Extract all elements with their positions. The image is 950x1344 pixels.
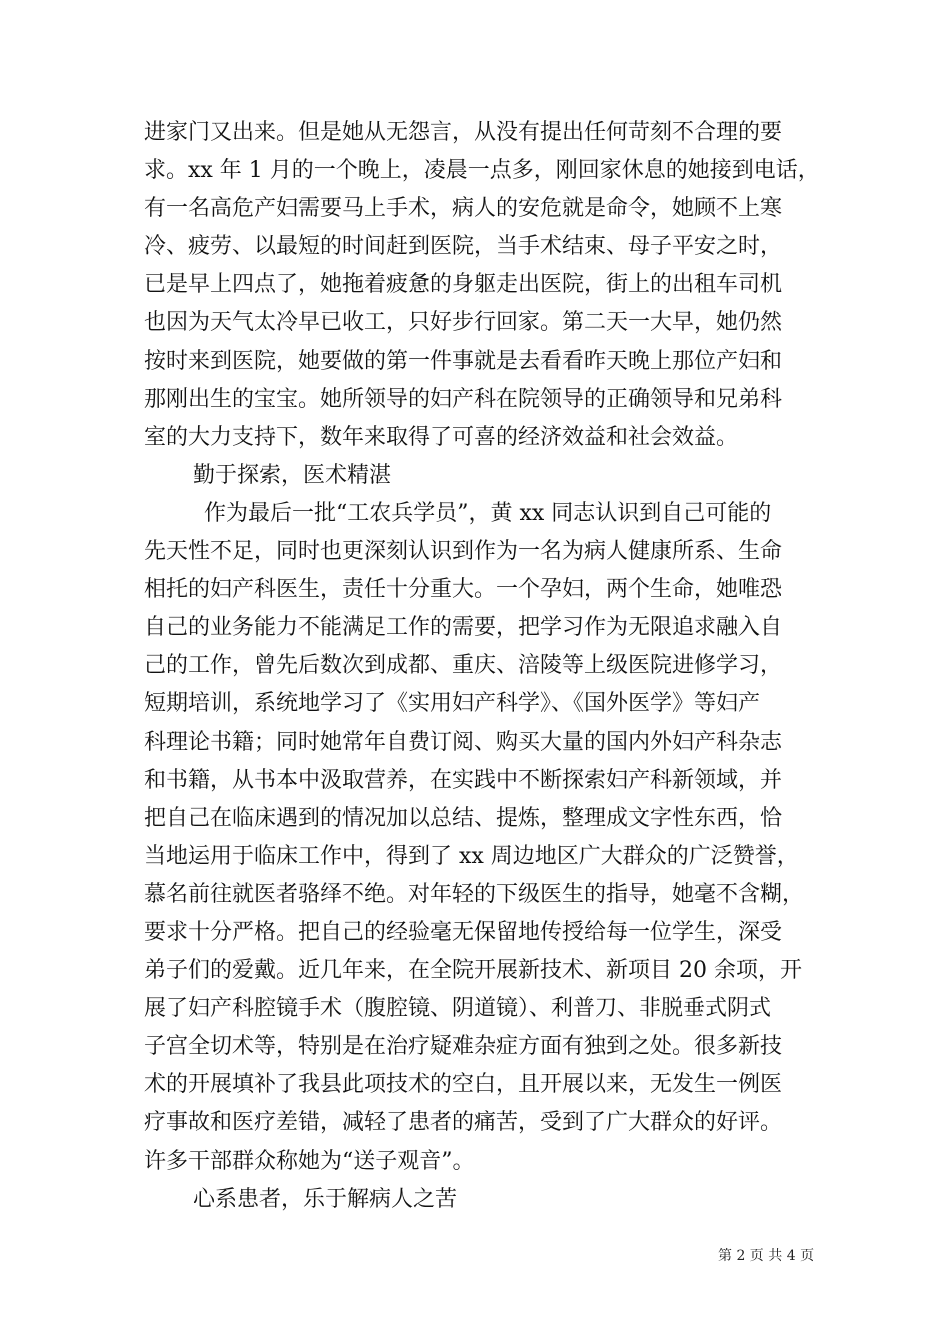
paragraph-line: 术的开展填补了我县此项技术的空白，且开展以来，无发生一例医 bbox=[144, 1072, 783, 1098]
paragraph-line: 许多干部群众称她为“送子观音”。 bbox=[144, 1148, 475, 1174]
paragraph-line: 当地运用于临床工作中，得到了 xx 周边地区广大群众的广泛赞誉， bbox=[144, 843, 799, 869]
paragraph-line: 已是早上四点了，她拖着疲惫的身躯走出医院，街上的出租车司机 bbox=[144, 272, 783, 298]
paragraph-line: 科理论书籍；同时她常年自费订阅、购买大量的国内外妇产科杂志 bbox=[144, 729, 783, 755]
page-number: 第 2 页 共 4 页 bbox=[718, 1248, 815, 1264]
paragraph-line: 短期培训，系统地学习了《实用妇产科学》、《国外医学》等妇产 bbox=[144, 691, 761, 717]
paragraph-line: 慕名前往就医者骆绎不绝。对年轻的下级医生的指导，她毫不含糊， bbox=[144, 881, 805, 907]
paragraph-line: 自己的业务能力不能满足工作的需要，把学习作为无限追求融入自 bbox=[144, 615, 783, 641]
paragraph-line: 作为最后一批“工农兵学员”，黄 xx 同志认识到自己可能的 bbox=[204, 500, 772, 526]
paragraph-line: 要求十分严格。把自己的经验毫无保留地传授给每一位学生，深受 bbox=[144, 919, 783, 945]
paragraph-line: 己的工作，曾先后数次到成都、重庆、涪陵等上级医院进修学习， bbox=[144, 653, 783, 679]
paragraph-line: 先天性不足，同时也更深刻认识到作为一名为病人健康所系、生命 bbox=[144, 539, 783, 565]
paragraph-line: 相托的妇产科医生，责任十分重大。一个孕妇，两个生命，她唯恐 bbox=[144, 577, 783, 603]
paragraph-line: 和书籍，从书本中汲取营养，在实践中不断探索妇产科新领域，并 bbox=[144, 767, 783, 793]
paragraph-line: 进家门又出来。但是她从无怨言，从没有提出任何苛刻不合理的要 bbox=[144, 120, 783, 145]
paragraph-line: 室的大力支持下，数年来取得了可喜的经济效益和社会效益。 bbox=[144, 424, 739, 450]
paragraph-line: 也因为天气太冷早已收工，只好步行回家。第二天一大早，她仍然 bbox=[144, 310, 783, 336]
paragraph-line: 展了妇产科腔镜手术（腹腔镜、阴道镜）、利普刀、非脱垂式阴式 bbox=[144, 996, 772, 1022]
paragraph-line: 弟子们的爱戴。近几年来，在全院开展新技术、新项目 20 余项，开 bbox=[144, 958, 802, 984]
paragraph-line: 那刚出生的宝宝。她所领导的妇产科在院领导的正确领导和兄弟科 bbox=[144, 386, 783, 412]
paragraph-line: 把自己在临床遇到的情况加以总结、提炼，整理成文字性东西，恰 bbox=[144, 805, 783, 831]
paragraph-line: 按时来到医院，她要做的第一件事就是去看看昨天晚上那位产妇和 bbox=[144, 348, 783, 374]
paragraph-line: 有一名高危产妇需要马上手术，病人的安危就是命令，她顾不上寒 bbox=[144, 196, 783, 222]
paragraph-2 bbox=[144, 495, 834, 1181]
paragraph-line: 冷、疲劳、以最短的时间赶到医院，当手术结束、母子平安之时， bbox=[144, 234, 783, 260]
section-heading-1: 勤于探索，医术精湛 bbox=[193, 462, 392, 488]
paragraph-line: 子宫全切术等，特别是在治疗疑难杂症方面有独到之处。很多新技 bbox=[144, 1034, 783, 1060]
paragraph-1 bbox=[144, 114, 834, 457]
section-heading-2: 心系患者，乐于解病人之苦 bbox=[193, 1186, 458, 1212]
document-body bbox=[144, 114, 834, 1219]
paragraph-line: 求。xx 年 1 月的一个晚上，凌晨一点多，刚回家休息的她接到电话， bbox=[144, 158, 820, 184]
paragraph-line: 疗事故和医疗差错，减轻了患者的痛苦，受到了广大群众的好评。 bbox=[144, 1110, 783, 1136]
